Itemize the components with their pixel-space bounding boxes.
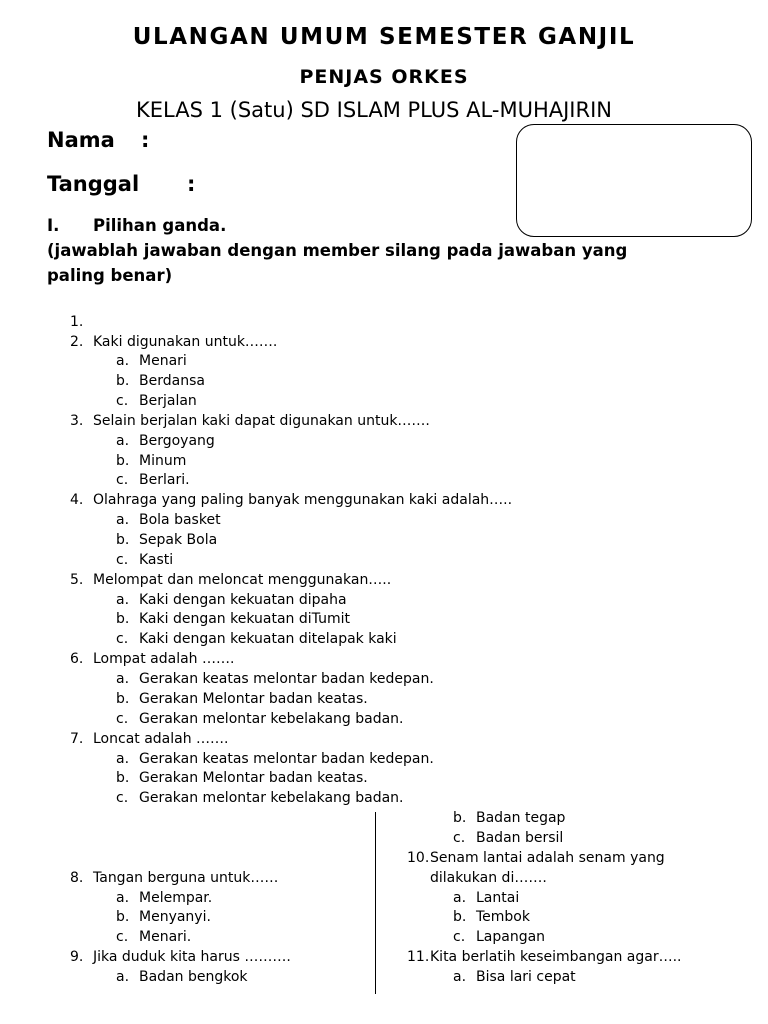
option-letter: b.	[116, 611, 130, 627]
option-letter: b.	[116, 691, 130, 707]
option-letter: c.	[116, 929, 129, 945]
option-text: Gerakan Melontar badan keatas.	[139, 691, 368, 707]
option-letter: b.	[116, 373, 130, 389]
option-letter: a.	[116, 592, 130, 608]
option-text: Gerakan melontar kebelakang badan.	[139, 711, 404, 727]
option-letter: c.	[116, 393, 129, 409]
question-text: Loncat adalah …….	[93, 731, 229, 747]
option-letter: c.	[453, 929, 466, 945]
section-instruction-line2: paling benar)	[47, 266, 173, 285]
question-text: Melompat dan meloncat menggunakan…..	[93, 572, 392, 588]
option-text: Menari.	[139, 929, 192, 945]
option-letter: b.	[116, 453, 130, 469]
option-text: Bisa lari cepat	[476, 969, 576, 985]
option-letter: a.	[453, 890, 467, 906]
option-letter: a.	[116, 512, 130, 528]
option-letter: c.	[116, 631, 129, 647]
question-text: Lompat adalah …….	[93, 651, 235, 667]
date-label: Tanggal	[47, 172, 140, 196]
exam-subject: PENJAS ORKES	[299, 66, 469, 88]
question-number: 5.	[70, 572, 84, 588]
option-text: Badan tegap	[476, 810, 566, 826]
question-text: Kaki digunakan untuk…….	[93, 334, 278, 350]
option-letter: a.	[116, 751, 130, 767]
option-text: Menyanyi.	[139, 909, 211, 925]
option-text: Gerakan keatas melontar badan kedepan.	[139, 751, 434, 767]
option-letter: a.	[116, 890, 130, 906]
option-text: Lapangan	[476, 929, 546, 945]
option-text: Gerakan melontar kebelakang badan.	[139, 790, 404, 806]
option-letter: c.	[116, 790, 129, 806]
question-number: 6.	[70, 651, 84, 667]
option-text: Kaki dengan kekuatan dipaha	[139, 592, 347, 608]
option-letter: b.	[116, 532, 130, 548]
option-letter: c.	[116, 472, 129, 488]
option-text: Menari	[139, 353, 187, 369]
option-text: Bola basket	[139, 512, 221, 528]
question-number: 9.	[70, 949, 84, 965]
option-text: Berdansa	[139, 373, 205, 389]
option-letter: a.	[116, 969, 130, 985]
name-colon: :	[141, 128, 150, 152]
option-text: Gerakan Melontar badan keatas.	[139, 770, 368, 786]
question-number: 11.	[407, 949, 430, 965]
question-text: Kita berlatih keseimbangan agar…..	[430, 949, 682, 965]
exam-title: ULANGAN UMUM SEMESTER GANJIL	[132, 24, 636, 50]
question-number: 10.	[407, 850, 430, 866]
option-letter: c.	[116, 711, 129, 727]
option-letter: c.	[453, 830, 466, 846]
question-text: Senam lantai adalah senam yang	[430, 850, 665, 866]
question-number: 4.	[70, 492, 84, 508]
question-text: Tangan berguna untuk……	[93, 870, 279, 886]
option-letter: a.	[116, 433, 130, 449]
exam-class-line: KELAS 1 (Satu) SD ISLAM PLUS AL-MUHAJIRIN	[136, 98, 612, 122]
option-text: Badan bersil	[476, 830, 564, 846]
section-numeral: I.	[47, 216, 60, 235]
option-text: Berlari.	[139, 472, 190, 488]
option-text: Gerakan keatas melontar badan kedepan.	[139, 671, 434, 687]
option-text: Kasti	[139, 552, 174, 568]
question-text: Jika duduk kita harus ……….	[93, 949, 291, 965]
option-text: Kaki dengan kekuatan diTumit	[139, 611, 350, 627]
option-text: Tembok	[476, 909, 530, 925]
question-number: 3.	[70, 413, 84, 429]
question-text: dilakukan di…….	[430, 870, 547, 886]
question-number: 1.	[70, 314, 84, 330]
column-divider	[375, 812, 376, 994]
option-letter: b.	[116, 909, 130, 925]
option-text: Minum	[139, 453, 187, 469]
option-letter: a.	[116, 353, 130, 369]
option-text: Lantai	[476, 890, 520, 906]
section-instruction-line1: (jawablah jawaban dengan member silang pada jawaban yang	[47, 241, 628, 260]
option-letter: b.	[453, 909, 467, 925]
option-text: Bergoyang	[139, 433, 215, 449]
option-letter: a.	[116, 671, 130, 687]
option-text: Sepak Bola	[139, 532, 218, 548]
score-box	[516, 124, 752, 237]
section-title: Pilihan ganda.	[93, 216, 227, 235]
question-number: 7.	[70, 731, 84, 747]
name-label: Nama	[47, 128, 115, 152]
option-text: Berjalan	[139, 393, 197, 409]
question-number: 8.	[70, 870, 84, 886]
option-letter: a.	[453, 969, 467, 985]
question-number: 2.	[70, 334, 84, 350]
question-text: Selain berjalan kaki dapat digunakan untuk…….	[93, 413, 430, 429]
option-text: Badan bengkok	[139, 969, 248, 985]
question-text: Olahraga yang paling banyak menggunakan kaki adalah…..	[93, 492, 513, 508]
option-letter: c.	[116, 552, 129, 568]
option-text: Melempar.	[139, 890, 213, 906]
date-colon: :	[187, 172, 196, 196]
option-letter: b.	[116, 770, 130, 786]
option-letter: b.	[453, 810, 467, 826]
option-text: Kaki dengan kekuatan ditelapak kaki	[139, 631, 397, 647]
